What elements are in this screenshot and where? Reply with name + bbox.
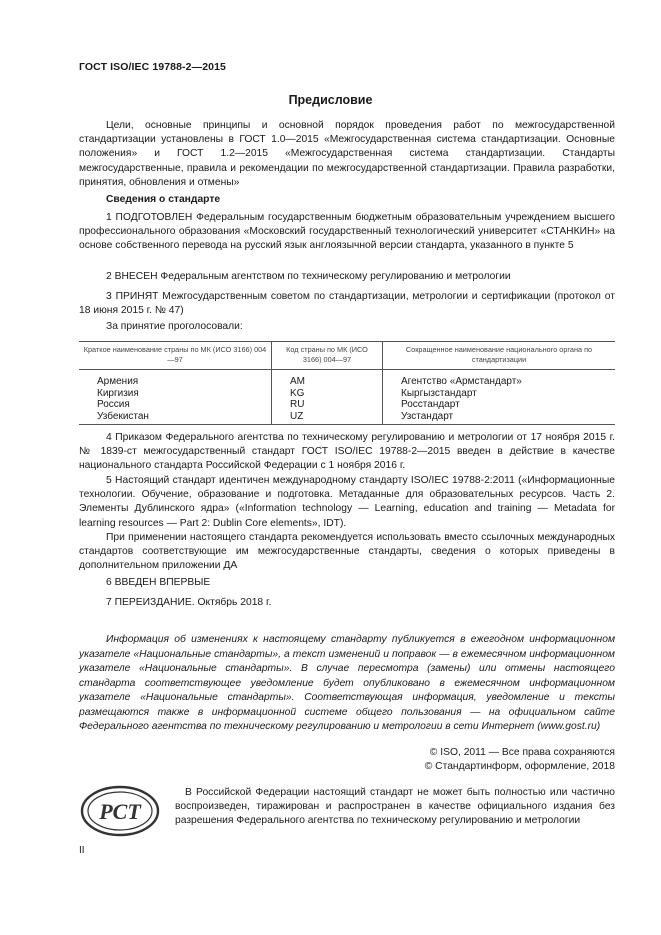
table-cell-country: Киргизия [97, 387, 139, 399]
table-cell-country: Россия [97, 399, 130, 411]
table-cell-body: Узстандарт [383, 411, 616, 425]
table-header-country: Краткое наименование страны по МК (ИСО 3166) 004—97 [79, 342, 272, 370]
rst-logo-icon [79, 783, 161, 839]
reproduction-notice: В Российской Федерации настоящий стандарт не может быть полностью или частично воспроизведен, тиражирован и распространен в качестве официального издания без разрешения Федерального агентства по техническому регулированию и метрологии [175, 787, 615, 827]
standard-code-header: ГОСТ ISO/IEC 19788-2—2015 [79, 61, 226, 73]
table-header-row [79, 342, 615, 370]
table-cell-country: Узбекистан [79, 411, 272, 425]
table-cell-body: Агентство «Армстандарт» [383, 370, 616, 388]
table-cell-code: UZ [272, 411, 383, 425]
table-row [79, 388, 615, 400]
rst-logo-letters: РСТ [99, 799, 141, 824]
table-row [79, 399, 615, 411]
table-cell-code: KG [272, 388, 383, 400]
item-6-paragraph: 6 ВВЕДЕН ВПЕРВЫЕ [106, 577, 211, 588]
copyright-iso: © ISO, 2011 — Все права сохраняются [429, 747, 615, 758]
table-header-body: Сокращенное наименование национального органа по стандартизации [383, 342, 616, 370]
item-2-paragraph: 2 ВНЕСЕН Федеральным агентством по техническому регулированию и метрологии [106, 271, 511, 282]
copyright-standartinform: © Стандартинформ, оформление, 2018 [424, 761, 615, 772]
item-4-paragraph: 4 Приказом Федерального агентства по техническому регулированию и метрологии от 17 ноября 2015 г. № 1839-ст межгосударственный стандарт ГОСТ ISO/IEC 19788-2—2015 введен в действие в качестве национального стандарта Российской Федерации с 1 ноября 2016 г. [79, 432, 615, 472]
page-number: II [79, 845, 85, 856]
item-7-paragraph: 7 ПЕРЕИЗДАНИЕ. Октябрь 2018 г. [106, 597, 272, 608]
table-row [79, 370, 615, 388]
item-3-paragraph: 3 ПРИНЯТ Межгосударственным советом по стандартизации, метрологии и сертификации (протокол от 18 июня 2015 г. № 47) [79, 291, 615, 317]
item-1-paragraph: 1 ПОДГОТОВЛЕН Федеральным государственным бюджетным образовательным учреждением высшего профессионального образования «Московский государственный технологический университет «СТАНКИН» на основе собственного перевода на русский язык англоязычной версии стандарта, указанного в пункте 5 [79, 212, 615, 252]
table-cell-body: Росстандарт [383, 399, 616, 411]
table-cell-country: Армения [97, 376, 139, 387]
countries-table [79, 341, 615, 425]
table-cell-code: RU [272, 399, 383, 411]
vote-caption: За принятие проголосовали: [106, 321, 243, 332]
item-5-paragraph: 5 Настоящий стандарт идентичен международному стандарту ISO/IEC 19788-2:2011 («Информационные технологии. Обучение, образование и подготовка. Метаданные для образовательных ресурсов. Часть 2. Элементы Дублинского ядра» («Information technology — Learning, education and training — Metadata for learning resources — Part 2: Dublin Core elements», IDT). [79, 475, 615, 529]
info-paragraph: Информация об изменениях к настоящему стандарту публикуется в ежегодном информационном указателе «Национальные стандарты», а текст изменений и поправок — в ежемесячном информационном указателе «Национальные стандарты». В случае пересмотра (замены) или отмены настоящего стандарта соответствующее уведомление будет опубликовано в ежемесячном информационном указателе «Национальные стандарты». Соответствующая информация, уведомление и тексты размещаются также в информационной системе общего пользования — на официальном сайте Федерального агентства по техническому регулированию и метрологии в сети Интернет (www.gost.ru) [79, 634, 615, 732]
item-5-note-paragraph: При применении настоящего стандарта рекомендуется использовать вместо ссылочных международных стандартов соответствующие им межгосударственные стандарты, сведения о которых приведены в дополнительном приложении ДА [79, 532, 615, 572]
intro-paragraph: Цели, основные принципы и основной порядок проведения работ по межгосударственной стандартизации установлены в ГОСТ 1.0—2015 «Межгосударственная система стандартизации. Основные положения» и ГОСТ 1.2—2015 «Межгосударственная система стандартизации. Стандарты межгосударственные, правила и рекомендации по межгосударственной стандартизации. Правила разработки, принятия, обновления и отмены» [79, 120, 615, 188]
page-title: Предисловие [288, 93, 373, 107]
table-cell-body: Кыргызстандарт [383, 388, 616, 400]
table-row [79, 411, 615, 425]
section-heading: Сведения о стандарте [106, 194, 221, 205]
table-header-code: Код страны по МК (ИСО 3166) 004—97 [272, 342, 383, 370]
table-cell-code: AM [272, 370, 383, 388]
